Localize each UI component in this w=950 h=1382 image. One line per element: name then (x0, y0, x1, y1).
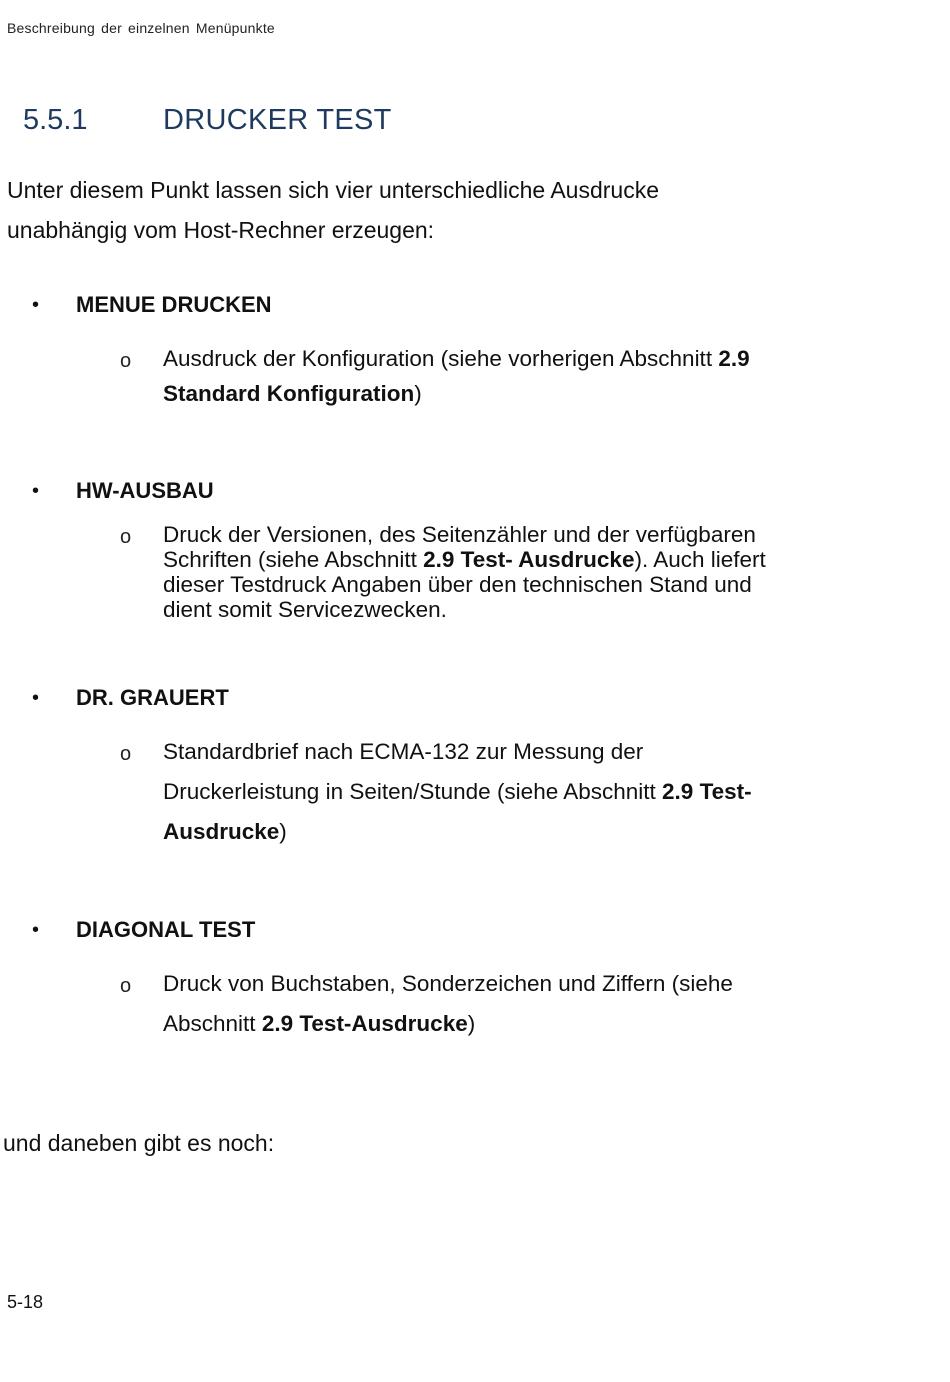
item-desc-line (163, 1011, 475, 1037)
running-header: Beschreibung der einzelnen Menüpunkte (7, 20, 275, 36)
sub-bullet-circle: o (120, 975, 132, 997)
item-title-diagonal-test: DIAGONAL TEST (76, 917, 256, 942)
bullet-dot: • (32, 294, 40, 316)
desc-text: Standardbrief nach ECMA-132 zur Messung der (163, 739, 644, 764)
item-title-menue-drucken: MENUE DRUCKEN (76, 292, 272, 317)
item-desc-line (163, 572, 752, 598)
item-title-hw-ausbau: HW-AUSBAU (76, 478, 214, 503)
sub-bullet-circle: o (120, 526, 132, 548)
desc-text: Druck der Versionen, des Seitenzähler und der verfügbaren (163, 522, 756, 547)
desc-text: ). Auch liefert (634, 547, 766, 572)
desc-text: Druckerleistung in Seiten/Stunde (siehe Abschnitt (163, 779, 663, 804)
intro-line-2: unabhängig vom Host-Rechner erzeugen: (7, 217, 435, 243)
desc-text: dient somit Servicezwecken. (163, 597, 447, 622)
item-desc-line (163, 819, 287, 845)
item-desc-line (163, 971, 733, 997)
desc-bold: Standard Konfiguration (163, 381, 415, 406)
bullet-dot: • (32, 687, 40, 709)
desc-text: ) (467, 1011, 476, 1036)
desc-text: Druck von Buchstaben, Sonderzeichen und Ziffern (siehe (163, 971, 733, 996)
item-desc-line (163, 779, 752, 805)
section-title: DRUCKER TEST (163, 104, 392, 136)
item-desc-line (163, 547, 766, 573)
bullet-dot: • (32, 919, 40, 941)
sub-bullet-circle: o (120, 350, 132, 372)
item-desc-line (163, 381, 422, 407)
item-desc-line (163, 597, 447, 623)
desc-text: Schriften (siehe Abschnitt (163, 547, 424, 572)
item-desc-line (163, 522, 756, 548)
desc-bold: 2.9 Test- Ausdrucke (423, 547, 635, 572)
bullet-dot: • (32, 480, 40, 502)
item-desc-line (163, 739, 643, 765)
desc-text: Abschnitt (163, 1011, 262, 1036)
item-desc-line (163, 346, 750, 372)
desc-bold: Ausdrucke (163, 819, 280, 844)
intro-line-1: Unter diesem Punkt lassen sich vier unterschiedliche Ausdrucke (7, 177, 659, 203)
sub-bullet-circle: o (120, 743, 132, 765)
desc-bold: 2.9 (718, 346, 750, 371)
item-title-dr-grauert: DR. GRAUERT (76, 685, 229, 710)
section-number: 5.5.1 (23, 104, 88, 136)
page-number: 5-18 (7, 1292, 44, 1312)
closing-text: und daneben gibt es noch: (3, 1130, 275, 1156)
desc-text: ) (414, 381, 422, 406)
desc-text: Ausdruck der Konfiguration (siehe vorherigen Abschnitt (163, 346, 719, 371)
desc-text: ) (279, 819, 287, 844)
desc-bold: 2.9 Test-Ausdrucke (261, 1011, 468, 1036)
desc-bold: 2.9 Test- (662, 779, 752, 804)
intro-paragraph (7, 170, 659, 250)
desc-text: dieser Testdruck Angaben über den technischen Stand und (163, 572, 752, 597)
